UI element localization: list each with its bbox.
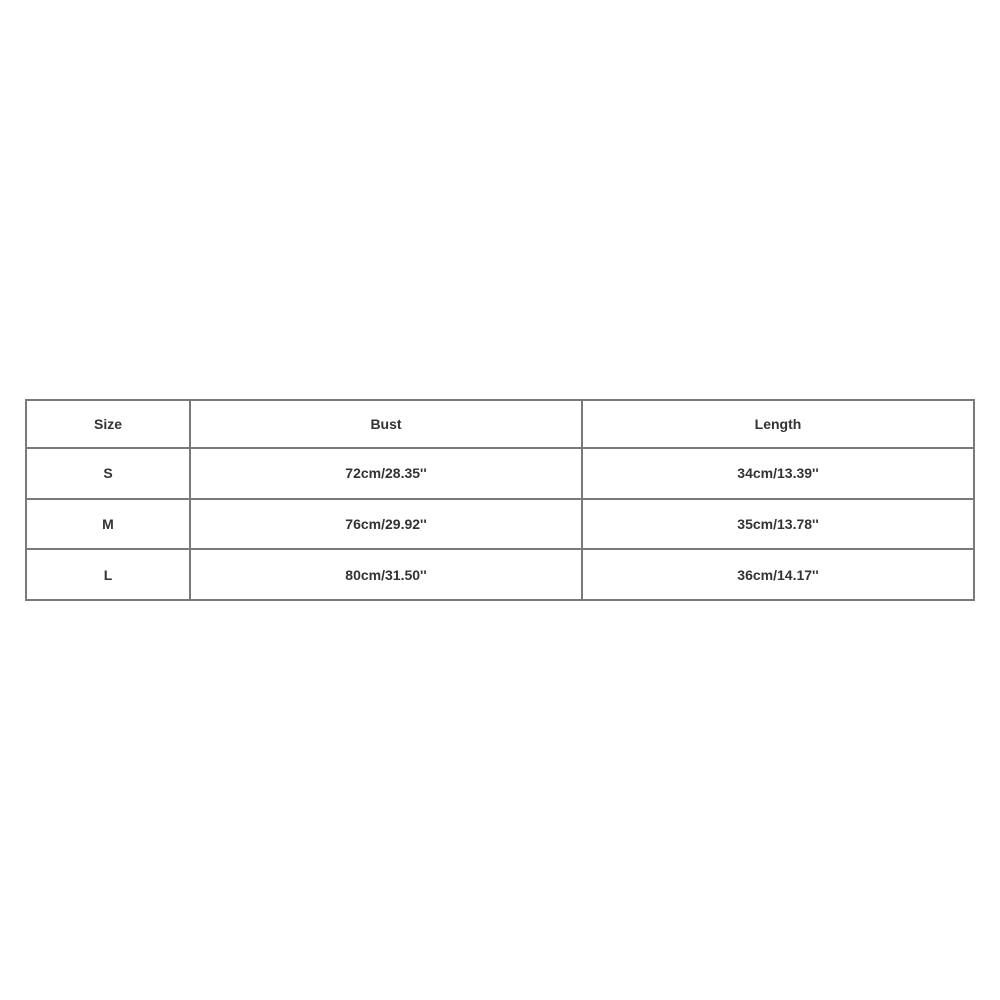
cell-length: 36cm/14.17'': [582, 549, 974, 600]
size-chart-table: [25, 399, 975, 601]
header-length: Length: [582, 400, 974, 448]
cell-length: 35cm/13.78'': [582, 499, 974, 550]
cell-size: L: [26, 549, 190, 600]
header-size: Size: [26, 400, 190, 448]
table-row: [26, 499, 974, 550]
cell-bust: 76cm/29.92'': [190, 499, 582, 550]
cell-length: 34cm/13.39'': [582, 448, 974, 499]
table-row: [26, 448, 974, 499]
cell-size: S: [26, 448, 190, 499]
cell-bust: 80cm/31.50'': [190, 549, 582, 600]
table-header-row: [26, 400, 974, 448]
cell-size: M: [26, 499, 190, 550]
cell-bust: 72cm/28.35'': [190, 448, 582, 499]
header-bust: Bust: [190, 400, 582, 448]
table-row: [26, 549, 974, 600]
